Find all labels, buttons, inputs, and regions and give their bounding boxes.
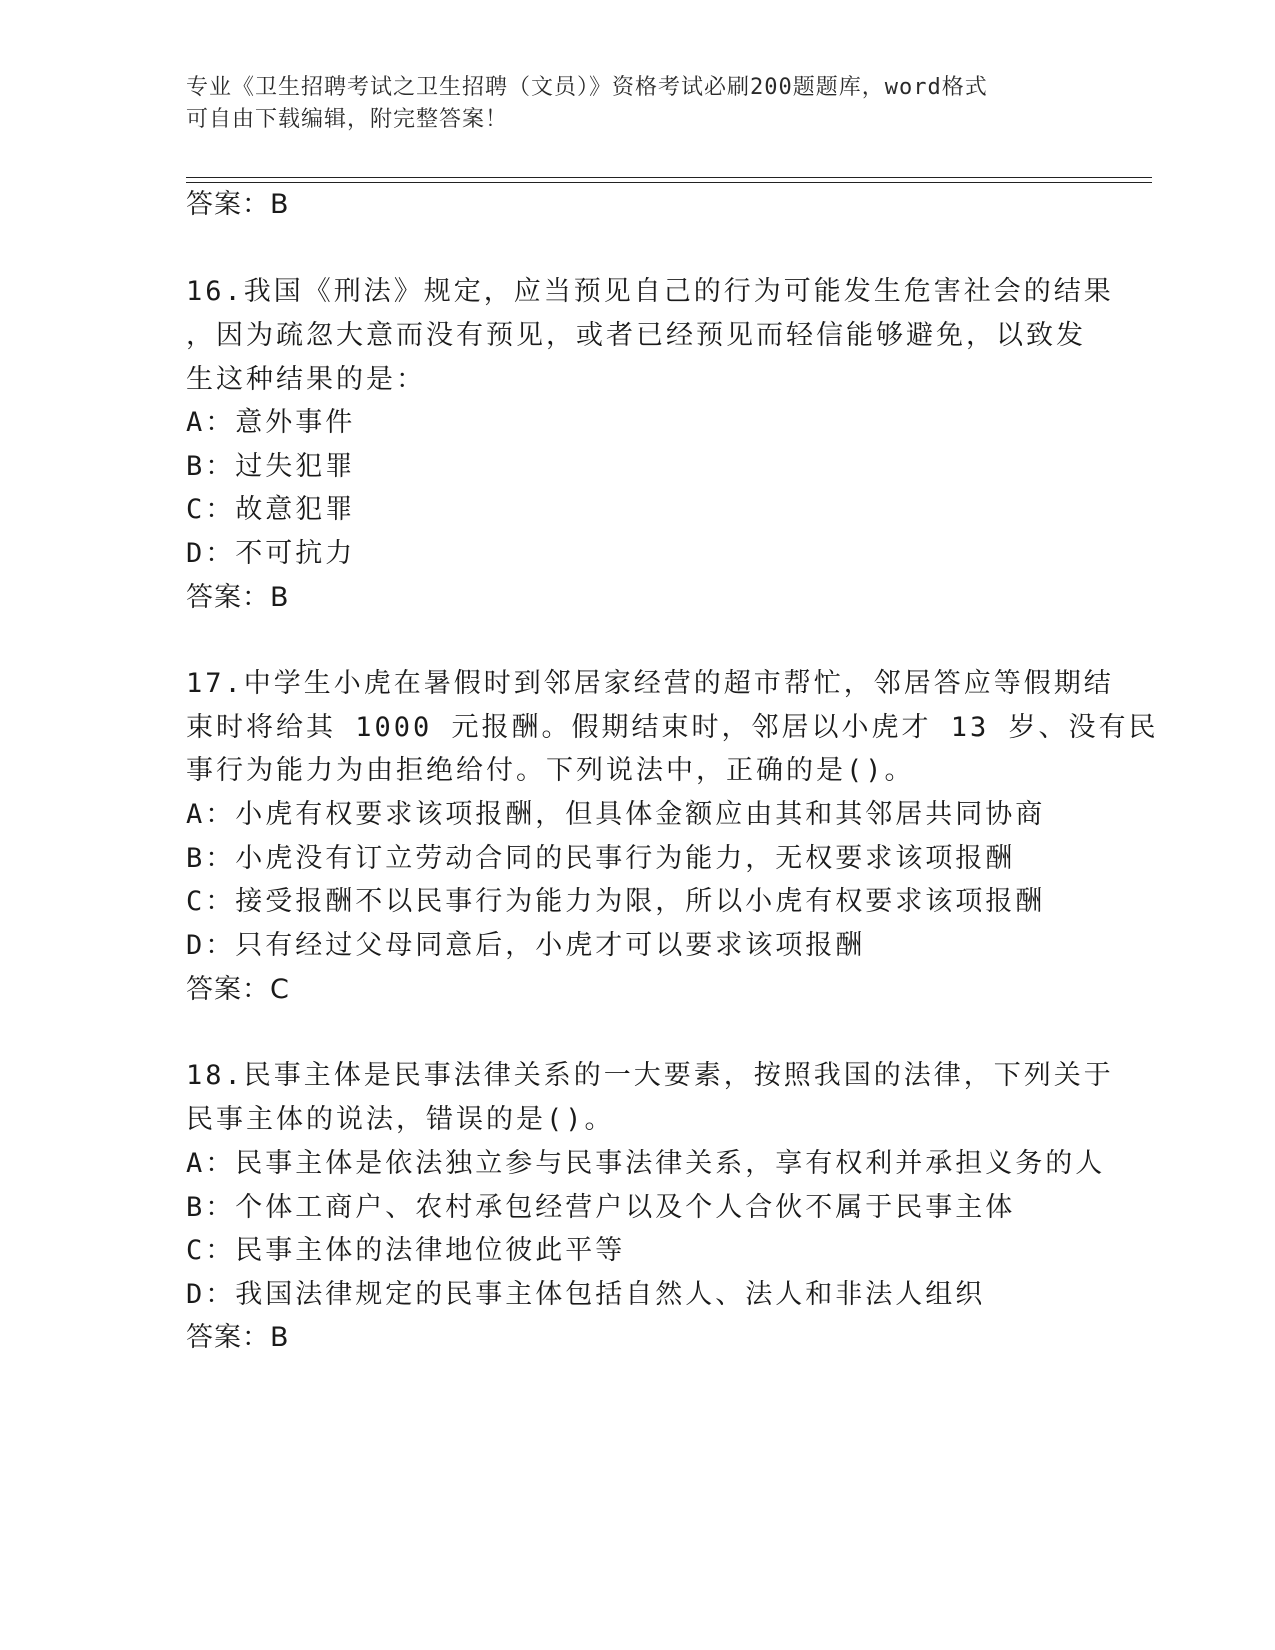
question-stem-line: 束时将给其 1000 元报酬。假期结束时，邻居以小虎才 13 岁、没有民	[186, 712, 1159, 743]
question-stem-line: 事行为能力为由拒绝给付。下列说法中，正确的是()。	[186, 755, 915, 786]
answer-line: 答案：B	[186, 582, 290, 613]
option-d: D：不可抗力	[186, 538, 356, 569]
question-stem-line: 生这种结果的是：	[186, 364, 426, 395]
option-d: D：只有经过父母同意后，小虎才可以要求该项报酬	[186, 930, 866, 961]
question-stem-line: 17.中学生小虎在暑假时到邻居家经营的超市帮忙，邻居答应等假期结	[186, 668, 1114, 699]
option-a: A：民事主体是依法独立参与民事法律关系，享有权利并承担义务的人	[186, 1148, 1106, 1179]
question-stem-line: ，因为疏忽大意而没有预见，或者已经预见而轻信能够避免，以致发	[186, 320, 1086, 351]
option-c: C：民事主体的法律地位彼此平等	[186, 1235, 626, 1266]
answer-line: 答案：B	[186, 1322, 290, 1353]
option-a: A：小虎有权要求该项报酬，但具体金额应由其和其邻居共同协商	[186, 799, 1046, 830]
question-stem-line: 16.我国《刑法》规定，应当预见自己的行为可能发生危害社会的结果	[186, 276, 1114, 307]
question-stem-line: 18.民事主体是民事法律关系的一大要素，按照我国的法律，下列关于	[186, 1060, 1114, 1091]
answer-line: 答案：B	[186, 189, 290, 220]
option-b: B：个体工商户、农村承包经营户以及个人合伙不属于民事主体	[186, 1192, 1016, 1223]
header-rule-top	[186, 177, 1152, 178]
option-d: D：我国法律规定的民事主体包括自然人、法人和非法人组织	[186, 1279, 986, 1310]
document-header	[186, 72, 1066, 136]
option-c: C：故意犯罪	[186, 494, 356, 525]
option-c: C：接受报酬不以民事行为能力为限，所以小虎有权要求该项报酬	[186, 886, 1046, 917]
option-b: B：小虎没有订立劳动合同的民事行为能力，无权要求该项报酬	[186, 843, 1016, 874]
option-b: B：过失犯罪	[186, 451, 356, 482]
answer-line: 答案：C	[186, 974, 290, 1005]
question-stem-line: 民事主体的说法，错误的是()。	[186, 1104, 615, 1135]
header-line-1: 专业《卫生招聘考试之卫生招聘（文员）》资格考试必刷200题题库，word格式	[186, 75, 988, 100]
option-a: A：意外事件	[186, 407, 356, 438]
header-line-2: 可自由下载编辑，附完整答案！	[186, 107, 509, 132]
header-rule-bottom	[186, 182, 1152, 183]
